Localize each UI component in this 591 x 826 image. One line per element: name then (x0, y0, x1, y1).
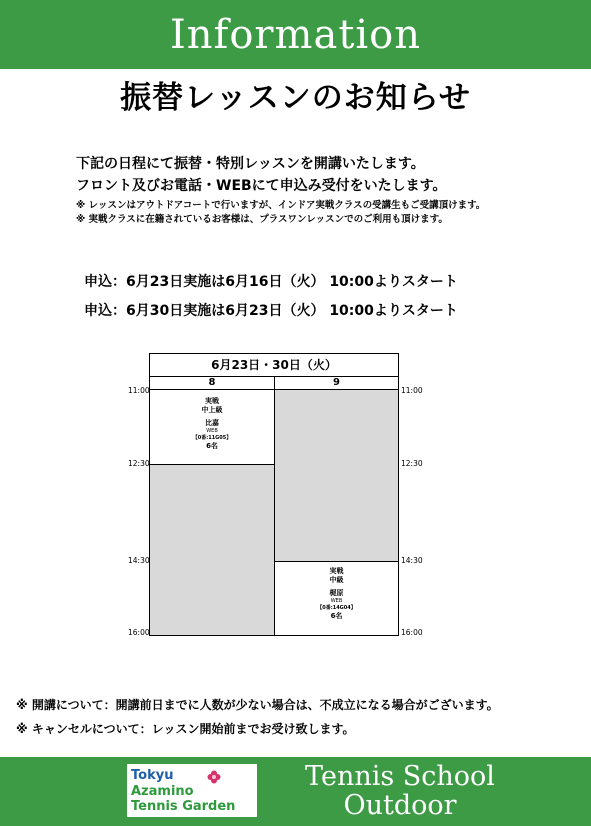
column-header-court-9: 9 (275, 377, 398, 390)
time-label-right-1600: 16:00 (401, 628, 423, 637)
time-label-left-1430: 14:30 (128, 556, 150, 565)
column-divider (274, 390, 275, 635)
intro-note-2: ※ 実戦クラスに在籍されているお客様は、プラスワンレッスンでのご利用も頂けます。 (76, 214, 448, 225)
header-bar (0, 0, 591, 69)
application-line-2: 申込：6月30日実施は6月23日（火） 10:00よりスタート (84, 303, 458, 319)
lesson-a-level: 中上級 (201, 406, 223, 414)
intro-text (76, 153, 447, 197)
time-label-right-1430: 14:30 (401, 556, 423, 565)
intro-line-1: 下記の日程にて振替・特別レッスンを開講いたします。 (76, 156, 425, 172)
lesson-a-code: 【0番:11G05】 (192, 435, 232, 441)
intro-note-1: ※ レッスンはアウトドアコートで行いますが、インドア実戦クラスの受講生もご受講頂けます。 (76, 200, 486, 211)
lesson-a-web: WEB (206, 428, 218, 434)
schedule-header: 6月23日・30日（火） (150, 354, 398, 377)
logo-line-2: Azamino (131, 784, 194, 799)
lesson-a-coach: 比嘉 (205, 419, 219, 427)
schedule-table (149, 353, 399, 636)
footer-title-line-2: Outdoor (343, 790, 457, 821)
time-label-left-1100: 11:00 (128, 386, 150, 395)
intro-notes (76, 199, 485, 227)
lesson-block-b (275, 562, 398, 635)
footer-title-line-1: Tennis School (305, 761, 495, 792)
lesson-b-capacity: 6名 (330, 612, 343, 620)
logo-line-1: Tokyu (131, 768, 174, 783)
time-label-right-1100: 11:00 (401, 386, 423, 395)
column-header-court-8: 8 (150, 377, 275, 390)
lesson-b-coach: 梶原 (329, 589, 344, 597)
footer-note-opening: ※ 開講について：開講前日までに人数が少ない場合は、不成立になる場合がございます。 (16, 698, 499, 712)
lesson-block-a (150, 390, 274, 464)
header-title: Information (169, 12, 422, 58)
footer-title (290, 762, 510, 820)
page-title: 振替レッスンのお知らせ (120, 80, 471, 116)
lesson-b-level: 中級 (329, 576, 344, 584)
lesson-b-web: WEB (330, 598, 343, 604)
time-label-left-1230: 12:30 (128, 459, 150, 468)
logo-line-3: Tennis Garden (131, 799, 236, 814)
intro-line-2: フロント及びお電話・WEBにて申込み受付をいたします。 (76, 178, 447, 194)
logo (127, 764, 257, 817)
footer-note-cancel: ※ キャンセルについて：レッスン開始前までお受け致します。 (16, 722, 355, 736)
lesson-b-type: 実戦 (329, 567, 344, 575)
time-label-left-1600: 16:00 (128, 628, 150, 637)
unavailable-block-b (275, 390, 398, 561)
lesson-a-type: 実戦 (205, 397, 219, 405)
time-label-right-1230: 12:30 (401, 459, 423, 468)
flower-icon (207, 770, 221, 784)
unavailable-block-a (150, 465, 274, 635)
lesson-b-code: 【0番:14G04】 (317, 605, 356, 611)
lesson-a-capacity: 6名 (206, 442, 218, 450)
application-line-1: 申込：6月23日実施は6月16日（火） 10:00よりスタート (84, 274, 458, 290)
